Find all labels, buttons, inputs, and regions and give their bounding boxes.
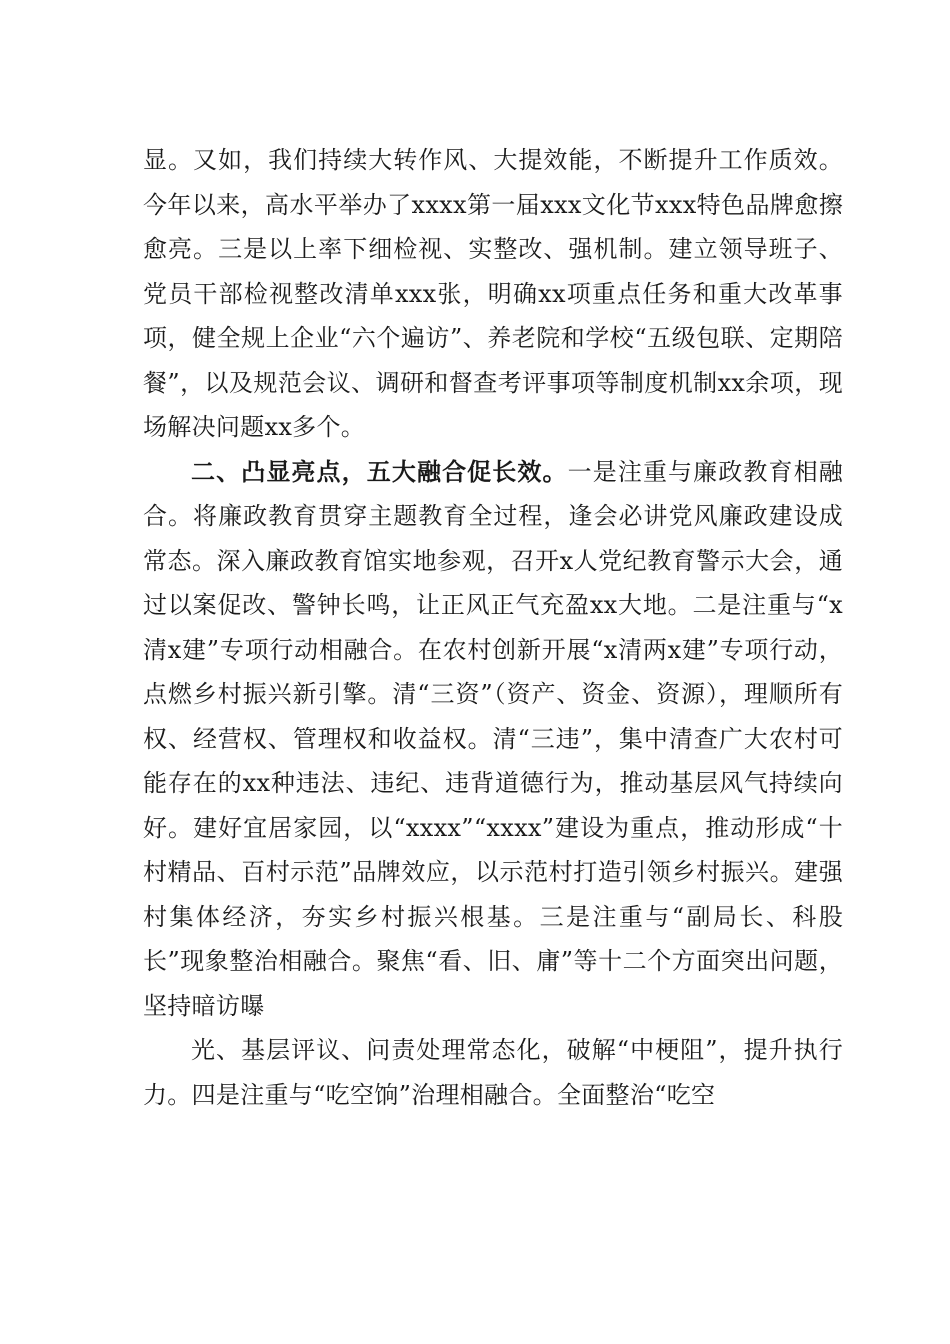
paragraph-2-body: 一是注重与廉政教育相融合。将廉政教育贯穿主题教育全过程，逢会必讲党风廉政建设成常态。深入廉政教育馆实地参观，召开x人党纪教育警示大会，通过以案促改、警钟长鸣，让正风正气充盈xx大地。二是注重与“x清x建”专项行动相融合。在农村创新开展“x清两x建”专项行动，点燃乡村振兴新引擎。清“三资”（资产、资金、资源），理顺所有权、经营权、管理权和收益权。清“三违”，集中清查广大农村可能存在的xx种违法、违纪、违背道德行为，推动基层风气持续向好。建好宜居家园，以“xxxx”“xxxx”建设为重点，推动形成“十村精品、百村示范”品牌效应，以示范村打造引领乡村振兴。建强村集体经济，夯实乡村振兴根基。三是注重与“副局长、科股长”现象整治相融合。聚焦“看、旧、庸”等十二个方面突出问题，坚持暗访曝 [143, 457, 843, 1020]
paragraph-1: 显。又如，我们持续大转作风、大提效能，不断提升工作质效。今年以来，高水平举办了xxxx第一届xxx文化节xxx特色品牌愈擦愈亮。三是以上率下细检视、实整改、强机制。建立领导班子、党员干部检视整改清单xxx张，明确xx项重点任务和重大改革事项，健全规上企业“六个遍访”、养老院和学校“五级包联、定期陪餐”，以及规范会议、调研和督查考评事项等制度机制xx余项，现场解决问题xx多个。 [143, 146, 843, 441]
paragraph-2 [143, 450, 843, 1029]
paragraph-3: 光、基层评议、问责处理常态化，破解“中梗阻”，提升执行力。四是注重与“吃空饷”治理相融合。全面整治“吃空 [143, 1036, 843, 1109]
document-body [143, 138, 843, 1117]
section-heading: 二、凸显亮点，五大融合促长效。 [191, 456, 568, 486]
